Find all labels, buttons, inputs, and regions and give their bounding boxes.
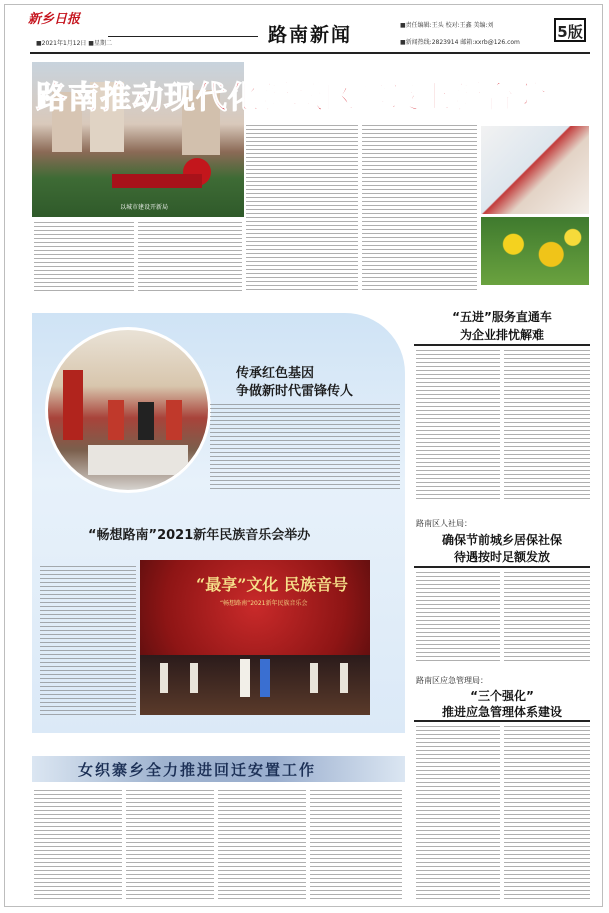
hr-bureau-rule	[414, 566, 590, 568]
volunteer-photo	[45, 327, 211, 493]
flower-photo	[481, 217, 589, 285]
page-number-badge: 5版	[554, 18, 586, 42]
newspaper-masthead: 新乡日报	[28, 12, 81, 27]
women-body-col4	[310, 790, 402, 900]
women-headline: 女织寨乡全力推进回迁安置工作	[78, 761, 317, 779]
hr-bureau-body-col1	[416, 572, 500, 664]
concert-body	[40, 566, 136, 716]
emergency-headline-1: “三个强化”	[470, 689, 534, 703]
red-gene-heading-2: 争做新时代雷锋传人	[236, 384, 354, 399]
emergency-rule	[414, 720, 590, 722]
news-hotline: ■新闻热线:2823914 邮箱:xxrb@126.com	[400, 39, 520, 46]
women-body-col1	[34, 790, 122, 900]
five-in-headline-2: 为企业排忧解难	[459, 328, 544, 342]
lead-body-col0b	[138, 222, 242, 294]
issue-date: ■2021年1月12日 ■星期二	[36, 40, 112, 47]
hero-caption: 以城市建设开新局	[120, 204, 169, 211]
header-rule-left	[108, 36, 258, 37]
emergency-body-col1	[416, 726, 500, 900]
concert-stage-title: “最享”文化 民族音号	[196, 575, 348, 594]
lead-body-col0a	[34, 222, 134, 294]
lead-headline: 路南推动现代化新城区建设上新台阶	[36, 80, 548, 116]
emergency-body-col2	[504, 726, 590, 900]
red-gene-body	[210, 404, 400, 490]
emergency-headline-2: 推进应急管理体系建设	[441, 705, 562, 719]
editor-credits: ■责任编辑:王头 校对:王鑫 美编:刘	[400, 22, 494, 29]
emergency-kicker: 路南区应急管理局：	[416, 676, 488, 685]
hr-bureau-headline-2: 待遇按时足额发放	[453, 550, 550, 564]
five-in-rule	[414, 344, 590, 346]
lead-body-col2	[362, 125, 477, 293]
hr-bureau-headline-1: 确保节前城乡居保社保	[441, 533, 562, 547]
section-title: 路南新闻	[268, 24, 353, 46]
women-body-col3	[218, 790, 306, 900]
five-in-body-col2	[504, 350, 590, 500]
women-body-col2	[126, 790, 214, 900]
red-gene-heading-1: 传承红色基因	[236, 366, 315, 381]
hr-bureau-body-col2	[504, 572, 590, 664]
concert-headline: “畅想路南”2021新年民族音乐会举办	[88, 528, 311, 543]
header-rule	[30, 52, 590, 54]
concert-stage-subtitle: “畅想路南”2021新年民族音乐会	[220, 600, 308, 607]
five-in-headline-1: “五进”服务直通车	[452, 310, 552, 324]
hr-bureau-kicker: 路南区人社局：	[416, 519, 472, 528]
lead-body-col1	[246, 125, 358, 293]
exhibit-photo	[481, 126, 589, 214]
five-in-body-col1	[416, 350, 500, 500]
concert-stage	[140, 655, 370, 715]
